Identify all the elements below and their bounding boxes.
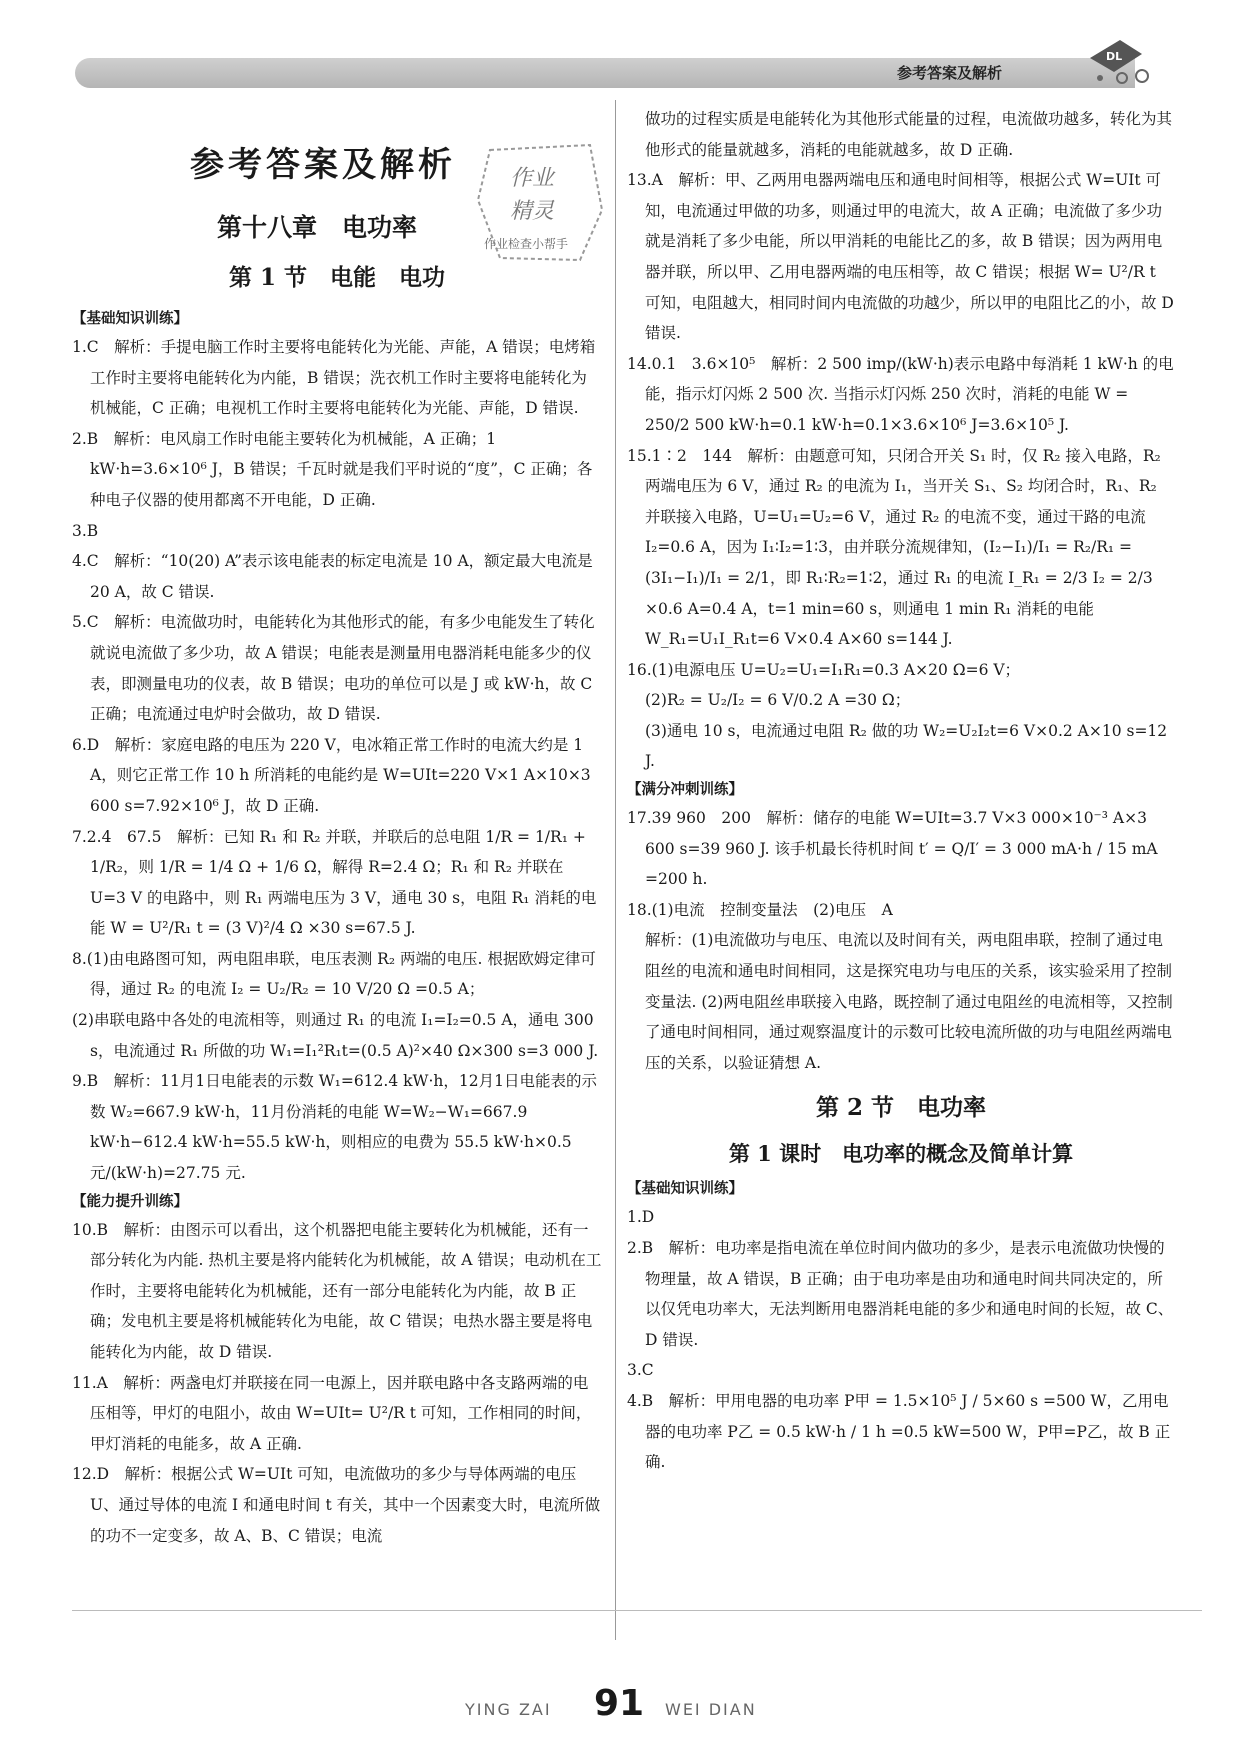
answer-item: 3.C	[627, 1361, 654, 1380]
right-column	[627, 104, 1175, 1478]
answer-item: 16.(1)电源电压 U=U₂=U₁=I₁R₁=0.3 A×20 Ω=6 V；	[627, 660, 1021, 679]
section-title: 第 2 节 电功率	[815, 1094, 987, 1122]
answer-item: 1.C 解析：手提电脑工作时主要将电能转化为光能、声能，A 错误；电烤箱工作时主要将电能转化为内能，B 错误；洗衣机工作时主要将电能转化为机械能，C 正确；电视机工作时主要将电能转化为光能、声能，D 错误.	[72, 338, 596, 418]
answer-item: 15.1∶2 144 解析：由题意可知，只闭合开关 S₁ 时，仅 R₂ 接入电路，R₂ 两端电压为 6 V，通过 R₂ 的电流为 I₁，当开关 S₁、S₂ 均闭合时，R₁、R₂ 并联接入电路，U=U₁=U₂=6 V，通过 R₂ 的电流不变，通过干路的电流 I₂=0.6 A，因为 I₁∶I₂=1∶3，由并联分流规律知，(I₂−I₁)/I₁ = R₂/R₁ = (3I₁−I₁)/I₁ = 2/1，即 R₁∶R₂=1∶2，通过 R₁ 的电流 I_R₁ = 2/3 I₂ = 2/3 ×0.6 A=0.4 A，t=1 min=60 s，则通电 1 min R₁ 消耗的电能 W_R₁=U₁I_R₁t=6 V×0.4 A×60 s=144 J.	[627, 446, 1161, 649]
category-tag: 【能力提升训练】	[72, 1193, 188, 1210]
lesson-title: 第 1 课时 电功率的概念及简单计算	[728, 1141, 1074, 1167]
answer-item: 11.A 解析：两盏电灯并联接在同一电源上，因并联电路中各支路两端的电压相等，甲灯的电阻小，故由 W=UIt= U²/R t 可知，工作相同的时间，甲灯消耗的电能多，故 A 正确.	[72, 1373, 592, 1453]
answer-item: 5.C 解析：电流做功时，电能转化为其他形式的能，有多少电能发生了转化就说电流做了多少功，故 A 错误；电能表是测量用电器消耗电能多少的仪表，即测量电功的仪表，故 B 错误；电功的单位可以是 J 或 kW·h，故 C 正确；电流通过电炉时会做功，故 D 错误.	[72, 613, 595, 724]
answer-item: 3.B	[72, 521, 99, 540]
answer-item: 1.D	[627, 1208, 655, 1227]
answer-item: 解析：(1)电流做功与电压、电流以及时间有关，两电阻串联，控制了通过电阻丝的电流和通电时间相同，这是探究电功与电压的关系，该实验采用了控制变量法. (2)两电阻丝串联接入电路，既控制了通过电阻丝的电流相等，又控制了通电时间相同，通过观察温度计的示数可比较电流所做的功与电阻丝两端电压的关系，以验证猜想 A.	[645, 931, 1173, 1072]
answer-item: 7.2.4 67.5 解析：已知 R₁ 和 R₂ 并联，并联后的总电阻 1/R = 1/R₁ + 1/R₂，则 1/R = 1/4 Ω + 1/6 Ω，解得 R=2.4 Ω；R₁ 和 R₂ 并联在 U=3 V 的电路中，则 R₁ 两端电压为 3 V，通电 30 s，电阻 R₁ 消耗的电能 W = U²/R₁ t = (3 V)²/4 Ω ×30 s=67.5 J.	[72, 827, 597, 938]
answer-item: 做功的过程实质是电能转化为其他形式能量的过程，电流做功越多，转化为其他形式的能量就越多，消耗的电能就越多，故 D 正确.	[645, 110, 1173, 159]
answer-item: 12.D 解析：根据公式 W=UIt 可知，电流做功的多少与导体两端的电压 U、通过导体的电流 I 和通电时间 t 有关，其中一个因素变大时，电流所做的功不一定变多，故 A、B、C 错误；电流	[72, 1465, 601, 1545]
category-tag: 【满分冲刺训练】	[627, 782, 743, 799]
stamp-line3: 作业检查小帮手	[484, 237, 569, 251]
answer-item: 4.B 解析：甲用电器的电功率 P甲 = 1.5×10⁵ J / 5×60 s =500 W，乙用电器的电功率 P乙 = 0.5 kW·h / 1 h =0.5 kW=500 W，P甲=P乙，故 B 正确.	[627, 1391, 1171, 1472]
answer-item: (2)串联电路中各处的电流相等，则通过 R₁ 的电流 I₁=I₂=0.5 A，通电 300 s，电流通过 R₁ 所做的功 W₁=I₁²R₁t=(0.5 A)²×40 Ω×300 s=3 000 J.	[72, 1011, 599, 1060]
footer-left-text: YING ZAI	[465, 1700, 552, 1719]
bottom-rule	[72, 1610, 1202, 1611]
logo-icon	[1080, 30, 1160, 90]
category-tag: 【基础知识训练】	[72, 311, 188, 327]
category-tag: 【基础知识训练】	[627, 1181, 743, 1198]
answer-item: 8.(1)由电路图可知，两电阻串联，电压表测 R₂ 两端的电压. 根据欧姆定律可得，通过 R₂ 的电流 I₂ = U₂/R₂ = 10 V/20 Ω =0.5 A；	[72, 949, 596, 999]
answer-item: 6.D 解析：家庭电路的电压为 220 V，电冰箱正常工作时的电流大约是 1 A，则它正常工作 10 h 所消耗的电能约是 W=UIt=220 V×1 A×10×3 600 s=7.92×10⁶ J，故 D 正确.	[72, 735, 591, 815]
answer-item: (3)通电 10 s，电流通过电阻 R₂ 做的功 W₂=U₂I₂t=6 V×0.2 A×10 s=12 J.	[645, 721, 1168, 771]
left-column	[72, 110, 602, 1551]
stamp-line1: 作业	[510, 166, 555, 191]
stamp-line2: 精灵	[510, 199, 555, 224]
answer-item: 18.(1)电流 控制变量法 (2)电压 A	[627, 900, 893, 919]
section-title: 第 1 节 电能 电功	[228, 264, 446, 291]
chapter-title: 第十八章 电功率	[217, 213, 418, 242]
answer-item: 14.0.1 3.6×10⁵ 解析：2 500 imp/(kW·h)表示电路中每消耗 1 kW·h 的电能，指示灯闪烁 2 500 次. 当指示灯闪烁 250 次时，消耗的电能 W = 250/2 500 kW·h=0.1 kW·h=0.1×3.6×10⁶ J=3.6×10⁵ J.	[627, 354, 1174, 434]
answer-item: (2)R₂ = U₂/I₂ = 6 V/0.2 A =30 Ω；	[645, 691, 911, 710]
answer-item: 10.B 解析：由图示可以看出，这个机器把电能主要转化为机械能，还有一部分转化为内能. 热机主要是将内能转化为机械能，故 A 错误；电动机在工作时，主要将电能转化为机械能，还有一部分电能转化为内能，故 B 正确；发电机主要是将机械能转化为电能，故 C 错误；电热水器主要是将电能转化为内能，故 D 错误.	[72, 1220, 602, 1361]
answer-item: 2.B 解析：电风扇工作时电能主要转化为机械能，A 正确；1 kW·h=3.6×10⁶ J，B 错误；千瓦时就是我们平时说的“度”，C 正确；各种电子仪器的使用都离不开电能，D 正确.	[72, 429, 593, 509]
column-divider	[615, 100, 616, 1640]
header-title: 参考答案及解析	[897, 64, 1003, 82]
answer-item: 2.B 解析：电功率是指电流在单位时间内做功的多少，是表示电流做功快慢的物理量，故 A 错误，B 正确；由于电功率是由功和通电时间共同决定的，所以仅凭电功率大，无法判断用电器消耗电能的多少和通电时间的长短，故 C、D 错误.	[627, 1239, 1174, 1349]
answer-item: 13.A 解析：甲、乙两用电器两端电压和通电时间相等，根据公式 W=UIt 可知，电流通过甲做的功多，则通过甲的电流大，故 A 正确；电流做了多少功就是消耗了多少电能，所以甲消耗的电能比乙的多，故 B 错误；因为两用电器并联，所以甲、乙用电器两端的电压相等，故 C 错误；根据 W= U²/R t 可知，电阻越大，相同时间内电流做的功越少，所以甲的电阻比乙的小，故 D 错误.	[627, 171, 1174, 343]
answer-item: 4.C 解析：“10(20) A”表示该电能表的标定电流是 10 A，额定最大电流是 20 A，故 C 错误.	[72, 552, 593, 601]
logo-text: DL	[1106, 50, 1123, 63]
answer-item: 17.39 960 200 解析：储存的电能 W=UIt=3.7 V×3 000×10⁻³ A×3 600 s=39 960 J. 该手机最长待机时间 t′ = Q/I′ = 3 000 mA·h / 15 mA =200 h.	[627, 809, 1158, 889]
answer-item: 9.B 解析：11月1日电能表的示数 W₁=612.4 kW·h，12月1日电能表的示数 W₂=667.9 kW·h，11月份消耗的电能 W=W₂−W₁=667.9 kW·h−612.4 kW·h=55.5 kW·h，则相应的电费为 55.5 kW·h×0.5 元/(kW·h)=27.75 元.	[72, 1072, 597, 1183]
page-title: 参考答案及解析	[190, 145, 456, 185]
footer-right-text: WEI DIAN	[665, 1700, 757, 1719]
page-number: 91	[594, 1683, 645, 1724]
